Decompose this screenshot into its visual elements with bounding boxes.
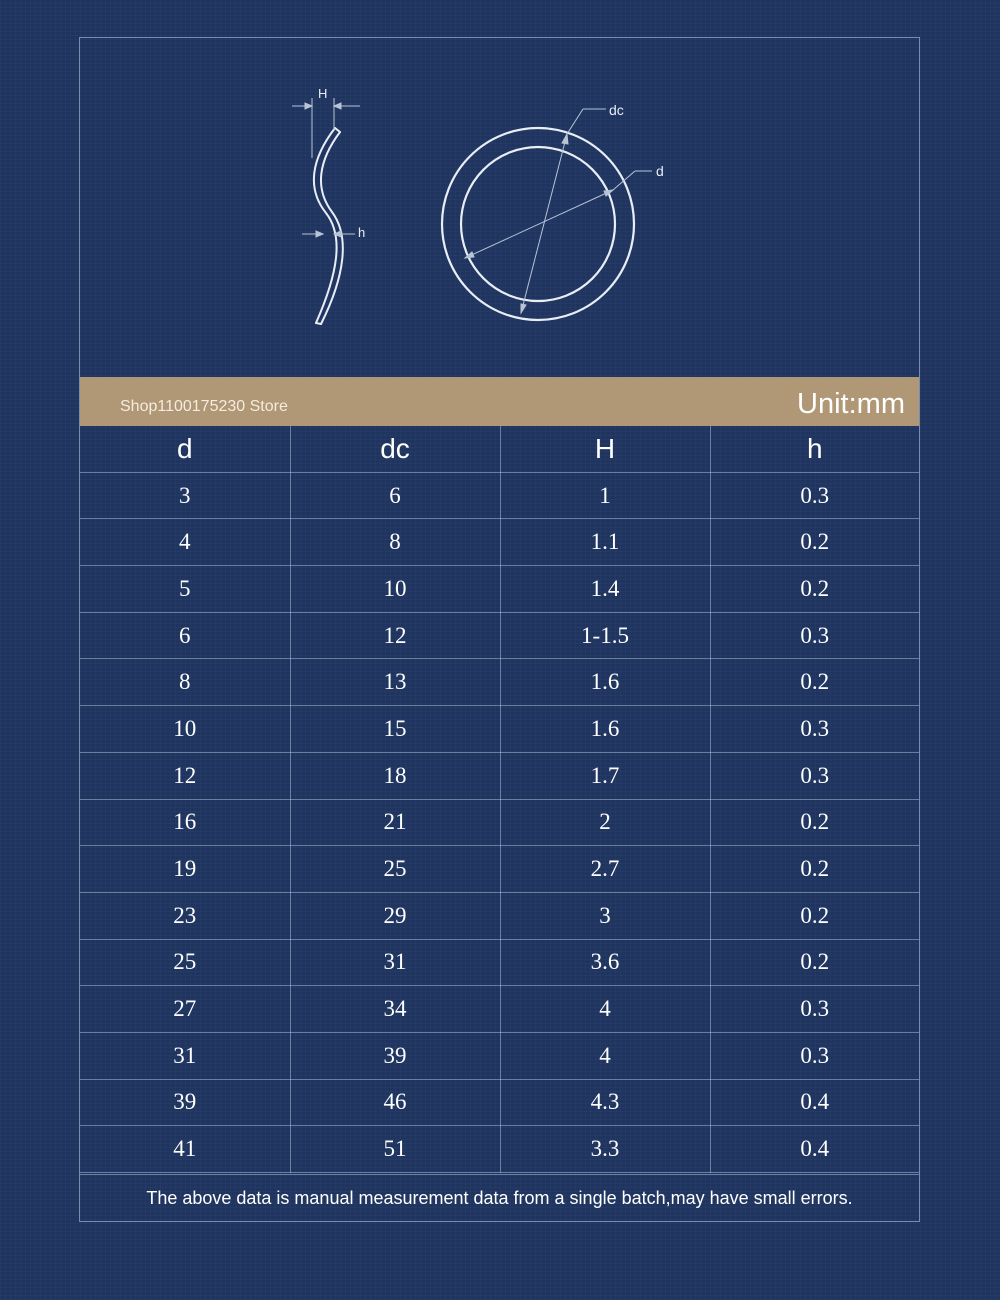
cell-H: 1.6 [500,659,710,706]
cell-dc: 46 [290,1079,500,1126]
cell-h: 0.4 [710,1126,919,1173]
cell-h: 0.3 [710,472,919,519]
cell-dc: 21 [290,799,500,846]
dimension-dc [521,109,606,313]
cell-H: 1.7 [500,752,710,799]
cell-d: 16 [80,799,290,846]
cell-H: 2.7 [500,846,710,893]
table-row [80,892,919,939]
spec-sheet-frame [79,37,920,1222]
table-header-row [80,426,919,472]
cell-h: 0.3 [710,706,919,753]
label-dc: dc [609,102,624,118]
header-H: H [500,426,710,472]
cell-d: 27 [80,986,290,1033]
cell-dc: 25 [290,846,500,893]
table-row [80,612,919,659]
cell-h: 0.3 [710,986,919,1033]
table-row [80,659,919,706]
store-banner [80,377,919,426]
cell-dc: 12 [290,612,500,659]
cell-h: 0.4 [710,1079,919,1126]
table-row [80,706,919,753]
cell-d: 31 [80,1032,290,1079]
cell-dc: 39 [290,1032,500,1079]
measurement-note: The above data is manual measurement data from a single batch,may have small errors. [80,1174,919,1222]
cell-dc: 6 [290,472,500,519]
table-row [80,799,919,846]
cell-H: 1 [500,472,710,519]
spec-table [80,426,919,1173]
cell-d: 25 [80,939,290,986]
cell-dc: 34 [290,986,500,1033]
cell-H: 4.3 [500,1079,710,1126]
cell-H: 1.4 [500,566,710,613]
cell-h: 0.2 [710,892,919,939]
washer-diagram [80,38,919,378]
cell-dc: 8 [290,519,500,566]
cell-H: 2 [500,799,710,846]
cell-dc: 51 [290,1126,500,1173]
table-row [80,566,919,613]
label-h: h [358,225,366,240]
cell-H: 3.6 [500,939,710,986]
cell-dc: 10 [290,566,500,613]
side-profile-view [314,128,343,324]
cell-d: 23 [80,892,290,939]
cell-H: 1.6 [500,706,710,753]
washer-drawing [80,38,919,378]
cell-H: 4 [500,1032,710,1079]
cell-d: 12 [80,752,290,799]
dimension-H [292,98,360,158]
cell-h: 0.2 [710,566,919,613]
table-row [80,472,919,519]
cell-d: 41 [80,1126,290,1173]
cell-d: 6 [80,612,290,659]
table-row [80,519,919,566]
dimension-d [465,171,652,258]
cell-H: 3.3 [500,1126,710,1173]
table-row [80,846,919,893]
store-name: Shop1100175230 Store [120,398,288,415]
cell-d: 5 [80,566,290,613]
label-d: d [656,163,664,179]
cell-H: 1-1.5 [500,612,710,659]
cell-h: 0.2 [710,799,919,846]
cell-d: 10 [80,706,290,753]
table-row [80,1126,919,1173]
table-row [80,1032,919,1079]
table-row [80,986,919,1033]
cell-d: 8 [80,659,290,706]
cell-h: 0.2 [710,659,919,706]
header-dc: dc [290,426,500,472]
cell-h: 0.2 [710,519,919,566]
header-d: d [80,426,290,472]
cell-H: 3 [500,892,710,939]
table-row [80,939,919,986]
label-H: H [318,86,328,101]
cell-h: 0.2 [710,846,919,893]
cell-d: 39 [80,1079,290,1126]
table-row [80,752,919,799]
cell-dc: 29 [290,892,500,939]
table-row [80,1079,919,1126]
cell-H: 4 [500,986,710,1033]
cell-d: 4 [80,519,290,566]
cell-h: 0.2 [710,939,919,986]
header-h: h [710,426,919,472]
cell-d: 3 [80,472,290,519]
cell-H: 1.1 [500,519,710,566]
cell-h: 0.3 [710,612,919,659]
cell-dc: 15 [290,706,500,753]
cell-dc: 18 [290,752,500,799]
unit-label: Unit:mm [797,388,905,420]
cell-dc: 31 [290,939,500,986]
cell-d: 19 [80,846,290,893]
cell-h: 0.3 [710,1032,919,1079]
dimension-h [302,231,355,237]
cell-h: 0.3 [710,752,919,799]
cell-dc: 13 [290,659,500,706]
